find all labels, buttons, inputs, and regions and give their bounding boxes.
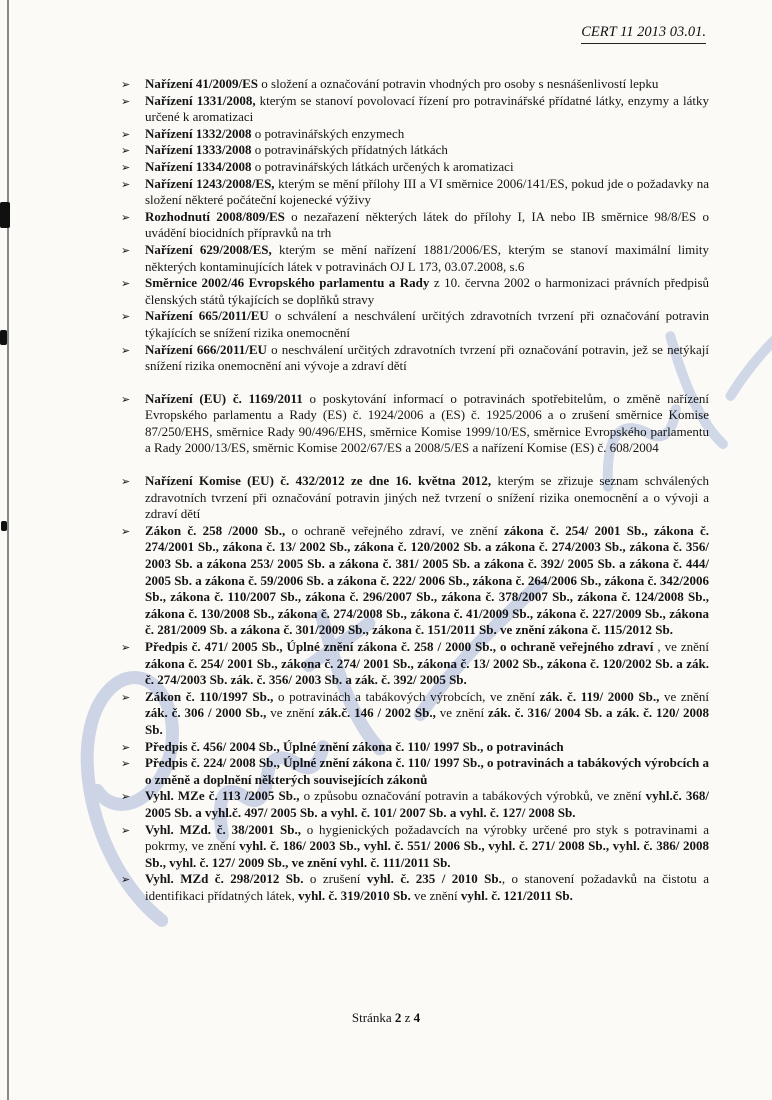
item-text: Vyhl. MZd. č. 38/2001 Sb., o hygienických požadavcích na výrobky určené pro styk s potravinami a pokrmy, ve znění vyhl. č. 186/ 2003 Sb., vyhl. č. 551/ 2006 Sb., vyhl. č. 271/ 2008 Sb., vyhl. č. 386/ 2008 Sb., vyhl. č. 127/ 2009 Sb., ve znění vyhl. č. 111/2011 Sb. [145,821,709,870]
list-item [120,209,709,242]
regulation-list [120,76,709,905]
list-item [120,871,709,904]
list-item [120,523,709,639]
item-text: Rozhodnutí 2008/809/ES o nezařazení některých látek do přílohy I, IA nebo IB směrnice 98/8/ES o uvádění biocidních přípravků na trh [145,208,709,241]
scan-edge-line [7,0,9,1100]
footer-total-pages: 4 [413,1010,421,1025]
scan-artifact [0,330,7,345]
document-body [120,76,709,905]
arrow-bullet-icon: ➢ [121,757,131,771]
page-footer [0,1010,772,1026]
item-text: Nařízení 629/2008/ES, kterým se mění nařízení 1881/2006/ES, kterým se stanoví maximální limity některých kontaminujících látek v potravinách OJ L 173, 03.07.2008, s.6 [145,241,709,274]
arrow-bullet-icon: ➢ [121,94,131,108]
list-item [120,275,709,308]
arrow-bullet-icon: ➢ [121,641,131,654]
list-item [120,342,709,375]
arrow-bullet-icon: ➢ [121,210,131,224]
arrow-bullet-icon: ➢ [121,177,131,191]
arrow-bullet-icon: ➢ [121,873,131,887]
arrow-bullet-icon: ➢ [121,690,131,704]
item-text: Nařízení Komise (EU) č. 432/2012 ze dne 16. května 2012, kterým se zřizuje seznam schválených zdravotních tvrzení při označování potravin jiných než tvrzení o snížení rizika onemocnění a o vývoji a zdraví dětí [145,473,709,522]
arrow-bullet-icon: ➢ [121,392,131,406]
list-item [120,76,709,93]
footer-separator: z [401,1010,414,1025]
footer-page-number: 2 [394,1010,402,1025]
list-item [120,126,709,143]
item-text: Předpis č. 456/ 2004 Sb., Úplné znění zákona č. 110/ 1997 Sb., o potravinách [145,738,564,754]
arrow-bullet-icon: ➢ [121,740,131,754]
arrow-bullet-icon: ➢ [121,144,131,158]
item-text: Zákon č. 110/1997 Sb., o potravinách a tabákových výrobcích, ve znění zák. č. 119/ 2000 Sb., ve znění zák. č. 306 / 2000 Sb., ve znění zák.č. 146 / 2002 Sb., ve znění zák. č. 316/ 2004 Sb. a zák. č. 120/ 2008 Sb. [145,688,710,737]
list-item [120,755,709,788]
list-item [120,176,709,209]
item-text: Nařízení 1331/2008, kterým se stanoví povolovací řízení pro potravinářské přídatné látky, enzymy a látky určené k aromatizaci [145,92,709,125]
item-text: Nařízení 665/2011/EU o schválení a neschválení určitých zdravotních tvrzení při označování potravin týkajících se snížení rizika onemocnění [145,308,710,340]
list-item [120,639,709,689]
document-code-header: CERT 11 2013 03.01. [581,24,706,44]
arrow-bullet-icon: ➢ [121,475,131,489]
scan-artifact [1,521,7,531]
item-text: Nařízení 1333/2008 o potravinářských přídatných látkách [145,142,448,158]
list-item [120,473,709,523]
footer-prefix: Stránka [351,1010,395,1025]
item-text: Nařízení 1243/2008/ES, kterým se mění přílohy III a VI směrnice 2006/141/ES, pokud jde o požadavky na složení některé počáteční kojenecké výživy [145,175,709,208]
arrow-bullet-icon: ➢ [121,127,131,141]
list-item [120,142,709,159]
list-item [120,391,709,457]
item-text: Nařízení 41/2009/ES o složení a označování potravin vhodných pro osoby s nesnášenlivostí lepku [145,76,659,91]
scan-artifact [0,202,10,228]
item-text: Nařízení 1332/2008 o potravinářských enzymech [145,125,405,141]
arrow-bullet-icon: ➢ [121,524,131,538]
item-text: Nařízení 666/2011/EU o neschválení určitých zdravotních tvrzení při označování potravin, jež se netýkají snížení rizika onemocnění ani vývoje a zdraví dětí [145,341,710,374]
arrow-bullet-icon: ➢ [121,78,131,91]
list-item [120,739,709,756]
list-item [120,689,709,739]
arrow-bullet-icon: ➢ [121,243,131,257]
arrow-bullet-icon: ➢ [121,823,131,837]
list-item [120,159,709,176]
item-text: Předpis č. 471/ 2005 Sb., Úplné znění zákona č. 258 / 2000 Sb., o ochraně veřejného zdraví , ve znění zákona č. 254/ 2001 Sb., zákona č. 274/ 2001 Sb., zákona č. 13/ 2002 Sb., zákona č. 120/2002 Sb. a zák. č. 274/2003 Sb. zák. č. 356/ 2003 Sb. a zák. č. 392/ 2005 Sb. [145,639,710,688]
arrow-bullet-icon: ➢ [121,343,131,357]
arrow-bullet-icon: ➢ [121,160,131,174]
item-text: Směrnice 2002/46 Evropského parlamentu a Rady z 10. června 2002 o harmonizaci právních předpisů členských států týkajících se doplňků stravy [145,275,710,307]
arrow-bullet-icon: ➢ [121,310,131,324]
list-item [120,788,709,821]
item-text: Vyhl. MZe č. 113 /2005 Sb., o způsobu označování potravin a tabákových výrobků, ve znění vyhl.č. 368/ 2005 Sb. a vyhl.č. 497/ 2005 Sb. a vyhl. č. 101/ 2007 Sb. a vyhl. č. 127/ 2008 Sb. [145,788,709,820]
arrow-bullet-icon: ➢ [121,277,131,291]
arrow-bullet-icon: ➢ [121,790,131,804]
list-item [120,93,709,126]
item-text: Nařízení 1334/2008 o potravinářských látkách určených k aromatizaci [145,158,514,174]
list-item [120,308,709,341]
list-item [120,822,709,872]
item-text: Zákon č. 258 /2000 Sb., o ochraně veřejného zdraví, ve znění zákona č. 254/ 2001 Sb., zákona č. 274/2001 Sb., zákona č. 13/ 2002 Sb., zákona č. 120/2002 Sb. a zákona č. 274/2003 Sb., zákona č. 356/ 2003 Sb. a zákona 253/ 2005 Sb. a zákona č. 381/ 2005 Sb. a zákona č. 392/ 2005 Sb. a zákona č. 444/ 2005 Sb. a zákona č. 59/2006 Sb. a zákona č. 222/ 2006 Sb., zákona č. 264/2006 Sb., zákona č. 342/2006 Sb., zákona č. 110/2007 Sb., zákona č. 296/2007 Sb., zákona č. 378/2007 Sb., zákona č. 124/2008 Sb., zákona č. 130/2008 Sb., zákona č. 274/2008 Sb., zákona č. 41/2009 Sb., zákona č. 227/2009 Sb., zákona č. 281/2009 Sb. a zákona č. 301/2009 Sb., zákona č. 151/2011 Sb. ve znění zákona č. 115/2012 Sb. [145,522,709,638]
list-item [120,242,709,275]
item-text: Nařízení (EU) č. 1169/2011 o poskytování informací o potravinách spotřebitelům, o změně nařízení Evropského parlamentu a Rady (ES) č. 1924/2006 a (ES) č. 1925/2006 a o zrušení směrnice Komise 87/250/EHS, směrnice Rady 90/496/EHS, směrnice Komise 1999/10/ES, směrnice Evropského parlamentu a Rady 2000/13/ES, směrnic Komise 2002/67/ES a 2008/5/ES a nařízení Komise (ES) č. 608/2004 [145,390,709,456]
item-text: Vyhl. MZd č. 298/2012 Sb. o zrušení vyhl. č. 235 / 2010 Sb., o stanovení požadavků na čistotu a identifikaci přídatných látek, vyhl. č. 319/2010 Sb. ve znění vyhl. č. 121/2011 Sb. [145,871,709,903]
item-text: Předpis č. 224/ 2008 Sb., Úplné znění zákona č. 110/ 1997 Sb., o potravinách a tabákových výrobcích a o změně a doplnění některých souvisejících zákonů [145,755,709,787]
